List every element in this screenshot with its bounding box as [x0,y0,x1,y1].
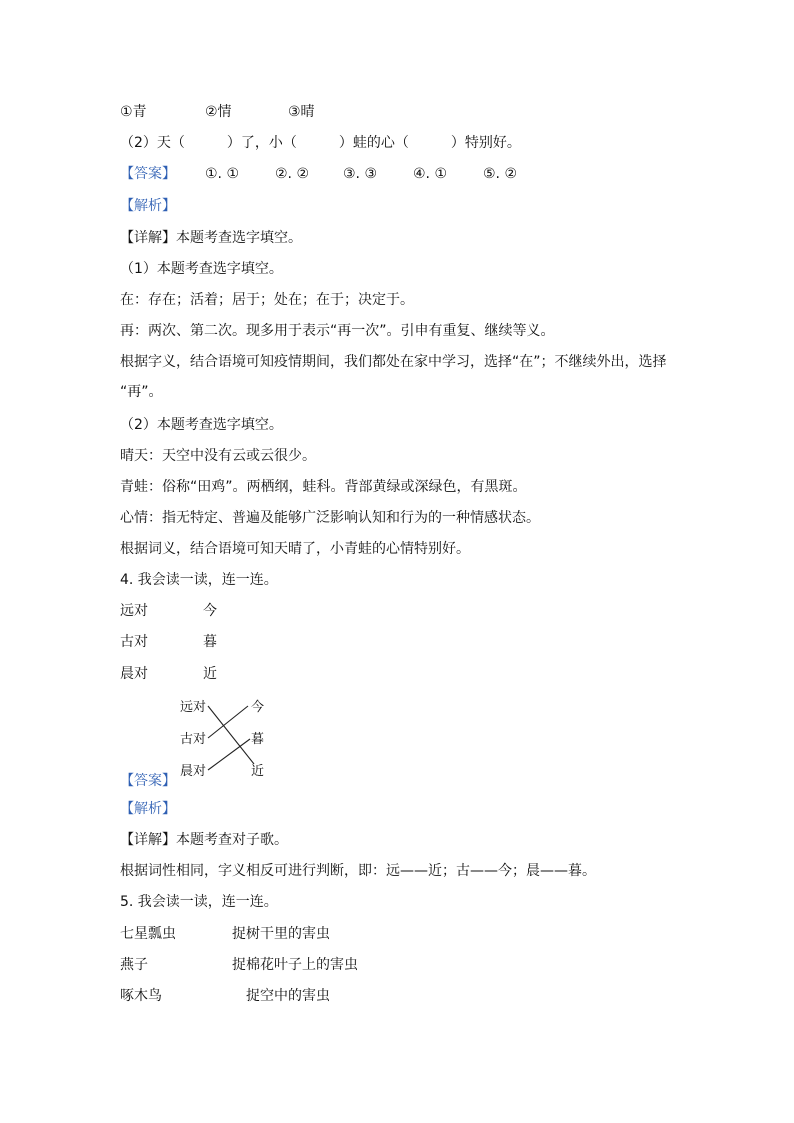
detail-line: “再”。 [120,384,163,400]
detail-line: 根据词义，结合语境可知天晴了，小青蛙的心情特别好。 [120,541,470,557]
detail-line: 心情：指无特定、普遍及能够广泛影响认知和行为的一种情感状态。 [120,510,540,526]
diagram-left-label: 古对 [180,732,207,747]
detail-line: 【详解】本题考查选字填空。 [120,230,302,246]
q4-answer-label: 【答案】 [120,773,176,789]
q5-right-item: 捉树干里的害虫 [232,926,330,942]
q5-left-item: 啄木鸟 [120,988,162,1004]
detail-line: 根据字义，结合语境可知疫情期间，我们都处在家中学习，选择“在”；不继续外出，选择 [120,354,667,370]
answer-label: 【答案】 [120,166,176,182]
question-4-title: 4. 我会读一读，连一连。 [120,572,278,588]
answer-item: ③. ③ [343,166,378,182]
answer-item: ①. ① [205,166,240,182]
q4-detail: 【详解】本题考查对子歌。 [120,832,288,848]
q5-right-item: 捉棉花叶子上的害虫 [232,957,358,973]
detail-line: 再：两次、第二次。现多用于表示“再一次”。引申有重复、继续等义。 [120,323,555,339]
detail-line: （2）本题考查选字填空。 [120,417,283,433]
answer-item: ⑤. ② [483,166,518,182]
diagram-left-label: 晨对 [180,764,207,779]
diagram-left-label: 远对 [180,700,207,715]
q4-explanation: 根据词性相同，字义相反可进行判断，即：远——近；古——今；晨——暮。 [120,863,596,879]
detail-line: 在：存在；活着；居于；处在；在于；决定于。 [120,292,414,308]
diagram-right-label: 近 [251,764,265,779]
q4-left-item: 晨对 [120,666,148,682]
q4-analysis-label: 【解析】 [120,801,176,817]
answer-item: ②. ② [275,166,310,182]
option-1: ①青 [120,104,147,120]
detail-line: 晴天：天空中没有云或云很少。 [120,448,316,464]
q3-part2-sentence: （2）天（ ）了，小（ ）蛙的心（ ）特别好。 [120,135,521,151]
q4-left-item: 古对 [120,634,148,650]
q5-right-item: 捉空中的害虫 [246,988,330,1004]
q5-left-item: 燕子 [120,957,148,973]
question-5-title: 5. 我会读一读，连一连。 [120,894,278,910]
option-2: ②情 [205,104,232,120]
analysis-label: 【解析】 [120,198,176,214]
detail-line: 青蛙：俗称“田鸡”。两栖纲，蛙科。背部黄绿或深绿色，有黑斑。 [120,479,527,495]
q4-left-item: 远对 [120,603,148,619]
answer-item: ④. ① [413,166,448,182]
connector-line [208,706,254,764]
option-3: ③晴 [288,104,315,120]
q5-left-item: 七星瓢虫 [120,926,176,942]
diagram-right-label: 今 [251,700,265,715]
q4-right-item: 近 [203,666,217,682]
connector-line [208,739,250,770]
detail-line: （1）本题考查选字填空。 [120,261,283,277]
q4-right-item: 暮 [203,634,217,650]
diagram-right-label: 暮 [251,732,265,747]
q4-right-item: 今 [203,603,217,619]
connector-line [208,706,248,738]
matching-diagram [176,694,276,784]
